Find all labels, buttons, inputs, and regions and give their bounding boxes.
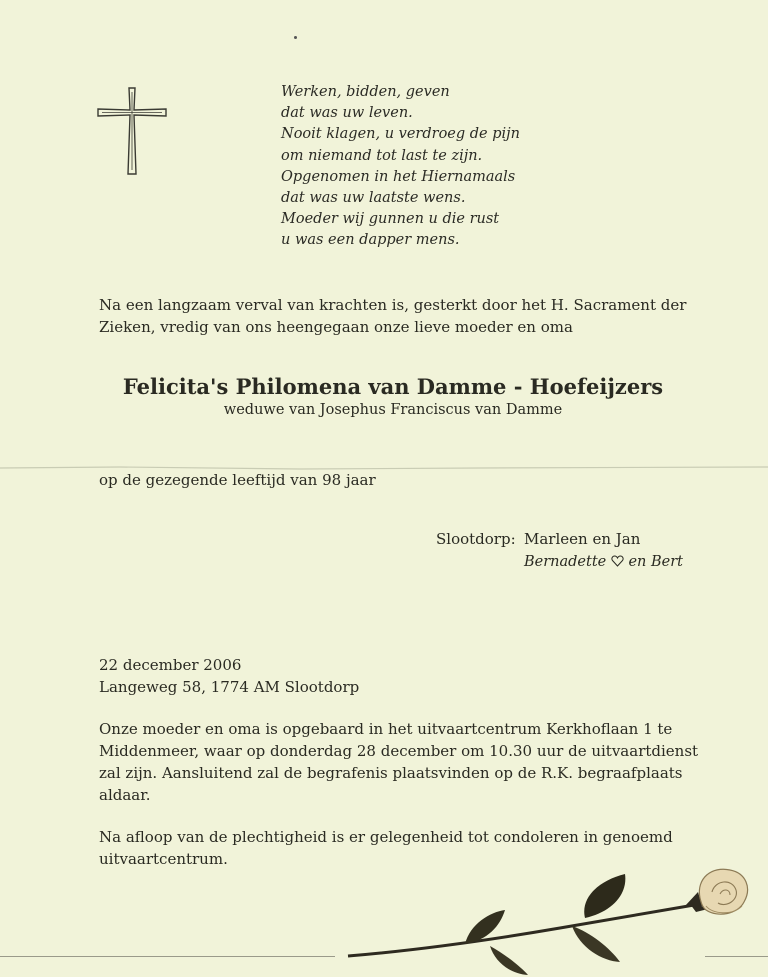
heart-icon — [611, 555, 624, 567]
poem-line: Moeder wij gunnen u die rust — [281, 211, 500, 228]
paragraph-line: Middenmeer, waar op donderdag 28 december om 10.30 uur de uitvaartdienst — [99, 742, 699, 760]
poem-line: om niemand tot last te zijn. — [281, 147, 483, 164]
family-line: Marleen en Jan — [524, 530, 641, 548]
age-text: op de gezegende leeftijd van 98 jaar — [99, 471, 376, 489]
paragraph-line: aldaar. — [99, 786, 151, 804]
paragraph-line: Onze moeder en oma is opgebaard in het uitvaartcentrum Kerkhoflaan 1 te — [99, 720, 673, 738]
poem-line: Werken, bidden, geven — [281, 84, 450, 100]
poem — [281, 82, 581, 252]
deceased-name: Felicita's Philomena van Damme - Hoefeijzers — [122, 374, 664, 399]
intro-text — [99, 294, 699, 338]
poem-line: u was een dapper mens. — [281, 232, 460, 249]
widow-of-line: weduwe van Josephus Franciscus van Damme — [223, 402, 563, 418]
date-line: 22 december 2006 — [99, 656, 242, 674]
poem-line: Opgenomen in het Hiernamaals — [281, 168, 516, 185]
bottom-rule — [0, 956, 335, 957]
family-name-bert: en Bert — [628, 554, 683, 570]
address-block — [99, 654, 359, 698]
cross-icon — [96, 84, 168, 178]
intro-line: Na een langzaam verval van krachten is, gesterkt door het H. Sacrament der — [99, 296, 687, 314]
funeral-details — [99, 718, 699, 806]
poem-line: dat was uw leven. — [281, 105, 413, 122]
bottom-rule — [705, 956, 768, 957]
dust-speck — [294, 36, 297, 39]
poem-line: dat was uw laatste wens. — [281, 190, 466, 207]
paragraph-line: zal zijn. Aansluitend zal de begrafenis plaatsvinden op de R.K. begraafplaats — [99, 764, 683, 782]
family-place: Slootdorp: — [436, 530, 516, 548]
intro-line: Zieken, vredig van ons heengegaan onze lieve moeder en oma — [99, 318, 573, 336]
paragraph-line: Na afloop van de plechtigheid is er gelegenheid tot condoleren in genoemd — [99, 828, 673, 846]
poem-line: Nooit klagen, u verdroeg de pijn — [281, 126, 521, 143]
address-line: Langeweg 58, 1774 AM Slootdorp — [99, 678, 360, 696]
paragraph-line: uitvaartcentrum. — [99, 850, 228, 868]
rose-illustration — [340, 862, 768, 977]
family-name-bernadette: Bernadette — [524, 554, 607, 570]
family-block — [436, 528, 683, 574]
